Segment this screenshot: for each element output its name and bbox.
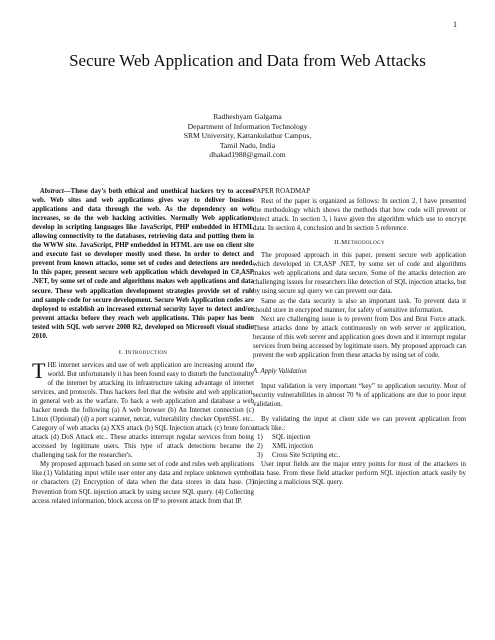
author-block — [40, 112, 455, 160]
apply-paragraph-1: Input validation is very important “key” to application security. Most of security vulnerabilities in almost 70 % of applications are due to poor input validation. — [253, 382, 466, 408]
list-item-text: SQL injection — [272, 434, 311, 442]
apply-paragraph-2: By validating the input at client side we can prevent application from attack like.: — [253, 416, 466, 433]
apply-paragraph-3: User input fields are the major entry points for most of the attackers in data base. From these field attacker perform SQL injection attack easily by injecting a malicious SQL query. — [253, 461, 466, 487]
paper-title: Secure Web Application and Data from Web Attacks — [69, 51, 426, 70]
abstract — [32, 187, 254, 341]
intro-paragraph-1 — [32, 357, 254, 461]
author-department: Department of Information Technology — [187, 121, 308, 131]
roadmap-heading: PAPER ROADMAP — [253, 188, 310, 195]
list-item — [253, 451, 466, 460]
page-number: 1 — [453, 20, 457, 29]
author-state: Tamil Nadu, India — [219, 140, 276, 150]
author-name: Radheshyam Galgama — [213, 112, 282, 121]
intro-paragraph-1-text: HE internet services and use of web application are increasing around the world. But unfortunately it has been found easy to disturb the functionality of the internet by attacking its infrastructure taking advantage of internet services, and protocols. Thus hackers feel that the website and web application, in general web as the warfare. To hack a web application and database a web hacker needs the following (a) A web browser (b) An Internet connection (c) Linux (Optional) (d) a port scanner, netcat, vulnerability checker OpenSSL etc.. Category of web attacks (a) XXS attack (b) SQL Injection attack (c) brute force attack (d) DoS Attack etc.. These attacks interrupt regular services from being accessed by legitimate users. This type of attack detections became the challenging task for the researcher's. — [32, 361, 254, 460]
list-item — [253, 442, 466, 451]
list-item — [253, 433, 466, 442]
right-column — [253, 187, 466, 487]
list-item-text: Cross Site Scripting etc.. — [272, 452, 341, 460]
methodology-heading — [253, 238, 466, 247]
intro-heading-text: Introduction — [125, 348, 168, 356]
author-email: dhakad1988@gmail.com — [209, 150, 286, 160]
abstract-text: —These day’s both ethical and unethical hackers try to access web. Web sites and web applications gives way to deliver business applications and data through the web. As the dependency on web increases, so do the web hacking activities. Normally Web applications develop in scripting languages like JavaScript, PHP embedded in HTML allowing connectivity to the databases, retrieving data and putting them in the WWW site. JavaScript, PHP embedded in HTML are use on client site and execute fast so developer mostly used these. In order to detect and prevent from known attacks, some set of codes and detections are needed. In this paper, present secure web application which developed in C#,ASP .NET, by some set of code and algorithms makes web applications and data secure. These web application development strategies provide set of rule and sample code for secure development. Secure Web Application codes are deployed to establish an increased external security layer to detect and/or prevent attacks before they reach web applications. This paper has been tested with SQL web server 2008 R2, developed on Microsoft visual studio 2010. — [32, 188, 254, 340]
methodology-heading-text: Methodology — [341, 239, 385, 247]
intro-heading — [32, 348, 254, 357]
list-item-number: 3) — [257, 452, 263, 460]
left-column — [32, 187, 254, 506]
intro-dropcap: T — [32, 357, 46, 383]
methodology-paragraph-1: The proposed approach in this paper, present secure web application which developed in C#,ASP .NET, by some set of code and algorithms makes web applications and data secure. Some of the attacks detection are challenging issues for researchers like detection of SQL injection attacks, but by using secure sql query we can prevent our data. — [253, 252, 466, 296]
author-university: SRM University, Kattankulathur Campus, — [183, 131, 312, 141]
roadmap-text: Rest of the paper is organized as follows: In section 2, I have presented the methodology which shows the methods that how code will prevent or detect attack. In section 3, i have given the algorithm which use to encrypt data. In section 4, conclusion and In section 5 reference. — [253, 198, 466, 233]
attack-list — [253, 433, 466, 460]
methodology-paragraph-2: Same as the data security is also an important task. To prevent data it should store in encrypted manner, for safety of sensitive information. — [253, 297, 466, 314]
methodology-paragraph-3: Next are challenging issue is to prevent from Dos and Brut Force attack. These attacks done by attack continuously on web server or application, because of this web server and application goes down and it interrupt regular services from being accessed by legitimate users. My proposed approach can prevent the web application from these attacks by using set of code. — [253, 315, 466, 359]
intro-heading-number: I. — [118, 348, 124, 356]
apply-validation-heading: A. Apply Validation — [253, 367, 307, 375]
list-item-number: 2) — [257, 443, 263, 451]
list-item-number: 1) — [257, 434, 263, 442]
methodology-heading-number: II. — [334, 239, 342, 247]
abstract-label: Abstract — [40, 188, 64, 195]
list-item-text: XML injection — [272, 443, 313, 451]
intro-paragraph-2: My proposed approach based on some set of code and rules web applications like.(1) Validating input while user enter any data and replace unknown symbol or characters (2) Encryption of data when the data stores in data base. (3) Prevention from SQL injection attack by using secure SQL query. (4) Collecting access related information, block access on IP to prevent attack from that IP. — [32, 461, 254, 505]
